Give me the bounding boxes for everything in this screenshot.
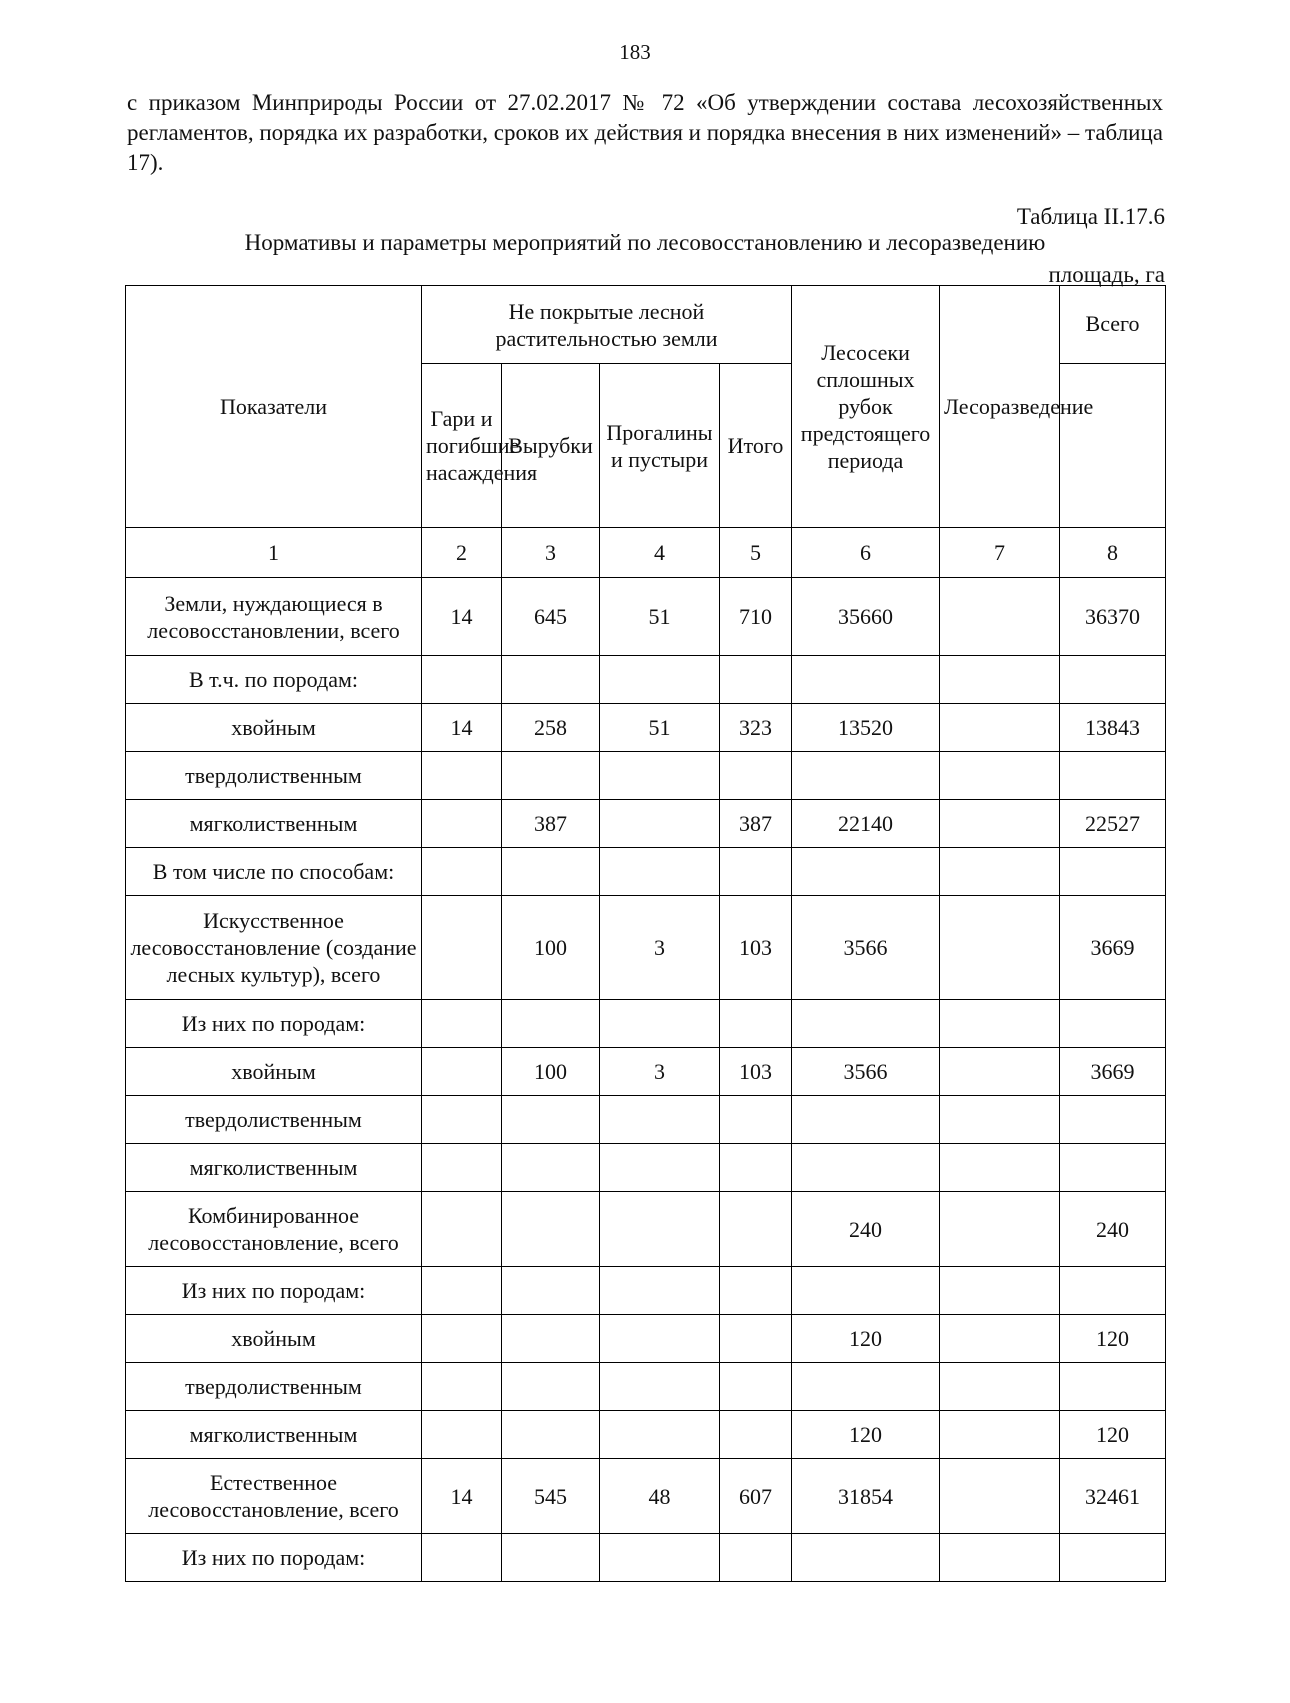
cell-clearcut	[792, 1363, 940, 1411]
cell-cuttings	[502, 1411, 600, 1459]
row-label: хвойным	[126, 1315, 422, 1363]
cell-cuttings	[502, 656, 600, 704]
cell-glades	[600, 800, 720, 848]
table-row	[126, 752, 1166, 800]
cell-glades: 48	[600, 1459, 720, 1534]
cell-cuttings	[502, 1192, 600, 1267]
row-label: хвойным	[126, 704, 422, 752]
cell-cuttings	[502, 1000, 600, 1048]
cell-cuttings: 100	[502, 896, 600, 1000]
cell-cuttings	[502, 752, 600, 800]
row-label: мягколиственным	[126, 1411, 422, 1459]
cell-afforestation	[940, 1000, 1060, 1048]
cell-total	[1060, 1144, 1166, 1192]
cell-subtotal	[720, 1192, 792, 1267]
cell-glades: 51	[600, 578, 720, 656]
cell-subtotal	[720, 1096, 792, 1144]
column-number: 5	[720, 528, 792, 578]
cell-cuttings	[502, 1267, 600, 1315]
cell-burnt	[422, 1192, 502, 1267]
cell-afforestation	[940, 1411, 1060, 1459]
cell-total: 22527	[1060, 800, 1166, 848]
cell-burnt: 14	[422, 1459, 502, 1534]
cell-clearcut: 3566	[792, 896, 940, 1000]
table-row	[126, 656, 1166, 704]
column-number-row	[126, 528, 1166, 578]
cell-subtotal	[720, 1363, 792, 1411]
table-row	[126, 1048, 1166, 1096]
cell-cuttings: 387	[502, 800, 600, 848]
cell-cuttings	[502, 1534, 600, 1582]
cell-glades	[600, 1192, 720, 1267]
cell-total: 120	[1060, 1315, 1166, 1363]
cell-cuttings	[502, 1315, 600, 1363]
table-row	[126, 1363, 1166, 1411]
cell-burnt: 14	[422, 704, 502, 752]
cell-afforestation	[940, 1048, 1060, 1096]
table-row	[126, 848, 1166, 896]
cell-subtotal: 103	[720, 896, 792, 1000]
cell-total	[1060, 848, 1166, 896]
cell-glades: 3	[600, 896, 720, 1000]
cell-afforestation	[940, 656, 1060, 704]
cell-glades: 3	[600, 1048, 720, 1096]
cell-glades	[600, 1000, 720, 1048]
row-label: Из них по породам:	[126, 1534, 422, 1582]
cell-clearcut	[792, 1096, 940, 1144]
cell-burnt	[422, 1411, 502, 1459]
cell-burnt	[422, 656, 502, 704]
cell-glades	[600, 1144, 720, 1192]
table-title: Нормативы и параметры мероприятий по лесовосстановлению и лесоразведению	[244, 230, 1046, 255]
row-label: мягколиственным	[126, 800, 422, 848]
row-label: мягколиственным	[126, 1144, 422, 1192]
cell-glades	[600, 1411, 720, 1459]
cell-burnt	[422, 752, 502, 800]
header-total: Всего	[1060, 286, 1166, 364]
row-label: В том числе по способам:	[126, 848, 422, 896]
cell-clearcut	[792, 656, 940, 704]
cell-burnt	[422, 1096, 502, 1144]
cell-clearcut: 120	[792, 1411, 940, 1459]
cell-subtotal	[720, 1411, 792, 1459]
cell-clearcut: 22140	[792, 800, 940, 848]
cell-burnt	[422, 1000, 502, 1048]
column-number: 4	[600, 528, 720, 578]
cell-afforestation	[940, 1363, 1060, 1411]
row-label: Комбинированное лесовосстановление, всего	[126, 1192, 422, 1267]
row-label: Искусственное лесовосстановление (создание лесных культур), всего	[126, 896, 422, 1000]
table-row	[126, 1267, 1166, 1315]
row-label: В т.ч. по породам:	[126, 656, 422, 704]
cell-total	[1060, 1000, 1166, 1048]
column-number: 6	[792, 528, 940, 578]
cell-afforestation	[940, 1192, 1060, 1267]
cell-burnt	[422, 1315, 502, 1363]
table-row	[126, 1192, 1166, 1267]
cell-afforestation	[940, 578, 1060, 656]
cell-subtotal	[720, 656, 792, 704]
cell-total	[1060, 1363, 1166, 1411]
cell-burnt	[422, 1267, 502, 1315]
table-row	[126, 578, 1166, 656]
table-row	[126, 800, 1166, 848]
header-indicators: Показатели	[126, 286, 422, 528]
cell-glades: 51	[600, 704, 720, 752]
cell-afforestation	[940, 704, 1060, 752]
row-label: твердолиственным	[126, 1096, 422, 1144]
cell-subtotal: 607	[720, 1459, 792, 1534]
cell-subtotal	[720, 1144, 792, 1192]
cell-total	[1060, 656, 1166, 704]
cell-glades	[600, 848, 720, 896]
table-label: Таблица II.17.6	[1016, 204, 1165, 229]
cell-cuttings: 645	[502, 578, 600, 656]
row-label: Земли, нуждающиеся в лесовосстановлении, всего	[126, 578, 422, 656]
cell-burnt	[422, 1144, 502, 1192]
cell-total: 36370	[1060, 578, 1166, 656]
cell-clearcut	[792, 1000, 940, 1048]
cell-glades	[600, 1096, 720, 1144]
cell-burnt	[422, 896, 502, 1000]
column-number: 2	[422, 528, 502, 578]
cell-clearcut	[792, 752, 940, 800]
cell-cuttings	[502, 1144, 600, 1192]
cell-burnt	[422, 1048, 502, 1096]
cell-subtotal: 710	[720, 578, 792, 656]
table-row	[126, 1144, 1166, 1192]
row-label: Из них по породам:	[126, 1000, 422, 1048]
cell-subtotal	[720, 1534, 792, 1582]
cell-subtotal	[720, 1267, 792, 1315]
cell-burnt	[422, 1534, 502, 1582]
table-row	[126, 896, 1166, 1000]
intro-paragraph: с приказом Минприроды России от 27.02.2017 № 72 «Об утверждении состава лесохозяйственных регламентов, порядка их разработки, сроков их действия и порядка внесения в них изменений» – таблица 17).	[127, 90, 1163, 175]
row-label: твердолиственным	[126, 1363, 422, 1411]
header-cuttings: Вырубки	[502, 364, 600, 528]
page-number: 183	[619, 40, 651, 64]
row-label: хвойным	[126, 1048, 422, 1096]
cell-burnt	[422, 1363, 502, 1411]
cell-total: 13843	[1060, 704, 1166, 752]
cell-clearcut: 13520	[792, 704, 940, 752]
header-glades: Прогалины и пустыри	[600, 364, 720, 528]
cell-glades	[600, 1363, 720, 1411]
table-row	[126, 1000, 1166, 1048]
cell-subtotal: 103	[720, 1048, 792, 1096]
cell-total: 3669	[1060, 896, 1166, 1000]
cell-afforestation	[940, 1534, 1060, 1582]
cell-glades	[600, 1534, 720, 1582]
units-label: площадь, га	[1048, 262, 1165, 287]
cell-subtotal	[720, 848, 792, 896]
column-number: 3	[502, 528, 600, 578]
cell-subtotal	[720, 752, 792, 800]
cell-clearcut: 31854	[792, 1459, 940, 1534]
table-row	[126, 704, 1166, 752]
table-row	[126, 1459, 1166, 1534]
cell-clearcut	[792, 848, 940, 896]
row-label: Естественное лесовосстановление, всего	[126, 1459, 422, 1534]
cell-total	[1060, 752, 1166, 800]
cell-glades	[600, 1315, 720, 1363]
forest-restoration-table	[125, 285, 1166, 1582]
cell-afforestation	[940, 1459, 1060, 1534]
cell-cuttings	[502, 1096, 600, 1144]
column-number: 8	[1060, 528, 1166, 578]
cell-cuttings: 100	[502, 1048, 600, 1096]
cell-cuttings: 545	[502, 1459, 600, 1534]
cell-clearcut	[792, 1144, 940, 1192]
row-label: Из них по породам:	[126, 1267, 422, 1315]
cell-cuttings	[502, 1363, 600, 1411]
table-row	[126, 1315, 1166, 1363]
cell-afforestation	[940, 1144, 1060, 1192]
column-number: 1	[126, 528, 422, 578]
column-number: 7	[940, 528, 1060, 578]
cell-total: 3669	[1060, 1048, 1166, 1096]
cell-afforestation	[940, 752, 1060, 800]
cell-clearcut: 35660	[792, 578, 940, 656]
cell-total	[1060, 1096, 1166, 1144]
cell-clearcut: 3566	[792, 1048, 940, 1096]
cell-afforestation	[940, 1315, 1060, 1363]
cell-afforestation	[940, 800, 1060, 848]
cell-glades	[600, 1267, 720, 1315]
cell-subtotal	[720, 1315, 792, 1363]
cell-burnt: 14	[422, 578, 502, 656]
header-clearcut: Лесосеки сплошных рубок предстоящего периода	[792, 286, 940, 528]
header-afforestation: Лесоразведение	[940, 286, 1060, 528]
cell-cuttings	[502, 848, 600, 896]
header-total-empty	[1060, 364, 1166, 528]
cell-glades	[600, 752, 720, 800]
table-row	[126, 1534, 1166, 1582]
table-row	[126, 1411, 1166, 1459]
cell-afforestation	[940, 848, 1060, 896]
header-burnt: Гари и погибшие насаждения	[422, 364, 502, 528]
cell-cuttings: 258	[502, 704, 600, 752]
cell-afforestation	[940, 1267, 1060, 1315]
cell-afforestation	[940, 896, 1060, 1000]
cell-clearcut: 240	[792, 1192, 940, 1267]
cell-total: 120	[1060, 1411, 1166, 1459]
cell-subtotal: 323	[720, 704, 792, 752]
cell-subtotal: 387	[720, 800, 792, 848]
cell-total	[1060, 1267, 1166, 1315]
cell-burnt	[422, 800, 502, 848]
cell-afforestation	[940, 1096, 1060, 1144]
cell-subtotal	[720, 1000, 792, 1048]
cell-clearcut: 120	[792, 1315, 940, 1363]
header-not-covered-group: Не покрытые лесной растительностью земли	[422, 286, 792, 364]
table-row	[126, 1096, 1166, 1144]
cell-total: 240	[1060, 1192, 1166, 1267]
cell-clearcut	[792, 1534, 940, 1582]
row-label: твердолиственным	[126, 752, 422, 800]
cell-burnt	[422, 848, 502, 896]
cell-total: 32461	[1060, 1459, 1166, 1534]
cell-glades	[600, 656, 720, 704]
header-subtotal: Итого	[720, 364, 792, 528]
cell-clearcut	[792, 1267, 940, 1315]
cell-total	[1060, 1534, 1166, 1582]
